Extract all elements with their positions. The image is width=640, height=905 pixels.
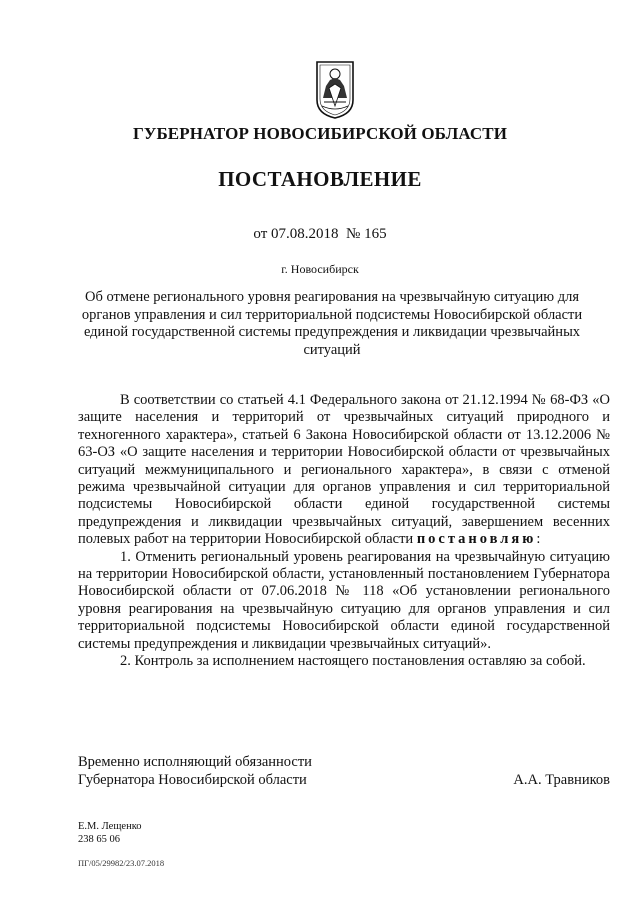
resolve-word: постановляю [416, 531, 537, 548]
preamble-text: В соответствии со статьей 4.1 Федерального закона от 21.12.1994 № 68-ФЗ «О защите населения и территорий от чрезвычайных ситуаций природного и техногенного характера», статьей 6 Закона Новосибирской области от 13.12.2006 № 63-ОЗ «О защите населения и территории Новосибирской области от чрезвычайных ситуаций межмуниципального и регионального характера», в связи с отменой режима чрезвычайной ситуации для органов управления и сил территориальной подсистемы Новосибирской области единой государственной системы предупреждения и ликвидации чрезвычайных ситуаций, завершением весенних полевых работ на территории Новосибирской области [78, 392, 610, 548]
preamble-paragraph [78, 392, 610, 549]
item-1-paragraph: 1. Отменить региональный уровень реагирования на чрезвычайную ситуацию на территории Новосибирской области, установленный постановлением Губернатора Новосибирской области от 07.06.2018 № 118 «Об установлении регионального уровня реагирования на чрезвычайную ситуацию для органов управления и сил территориальной подсистемы Новосибирской области единой государственной системы предупреждения и ликвидации чрезвычайных ситуаций». [78, 548, 610, 652]
city-line: г. Новосибирск [281, 262, 359, 276]
signatory-name: А.А. Травников [513, 772, 610, 788]
signatory-position-line2: Губернатора Новосибирской области [78, 772, 307, 788]
resolve-colon: : [536, 531, 541, 548]
signatory-position-line1: Временно исполняющий обязанности [78, 754, 312, 770]
document-id: ПГ/05/29982/23.07.2018 [78, 858, 165, 868]
document-title: Об отмене регионального уровня реагирования на чрезвычайную ситуацию для органов управления и сил территориальной подсистемы Новосибирской области единой государственной системы предупреждения и ликвидации чрезвычайных ситуаций [81, 289, 583, 358]
signature-block [78, 753, 610, 789]
document-type-heading: ПОСТАНОВЛЕНИЕ [218, 167, 422, 191]
executor-phone: 238 65 06 [78, 834, 120, 845]
issuer-heading: ГУБЕРНАТОР НОВОСИБИРСКОЙ ОБЛАСТИ [132, 124, 508, 143]
executor-name: Е.М. Лещенко [78, 821, 142, 832]
document-body [78, 392, 610, 671]
date-number-line: от 07.08.2018 № 165 [253, 226, 387, 242]
executor-block [78, 820, 142, 846]
coat-of-arms-emblem [314, 58, 356, 120]
item-2-paragraph: 2. Контроль за исполнением настоящего постановления оставляю за собой. [120, 653, 586, 670]
